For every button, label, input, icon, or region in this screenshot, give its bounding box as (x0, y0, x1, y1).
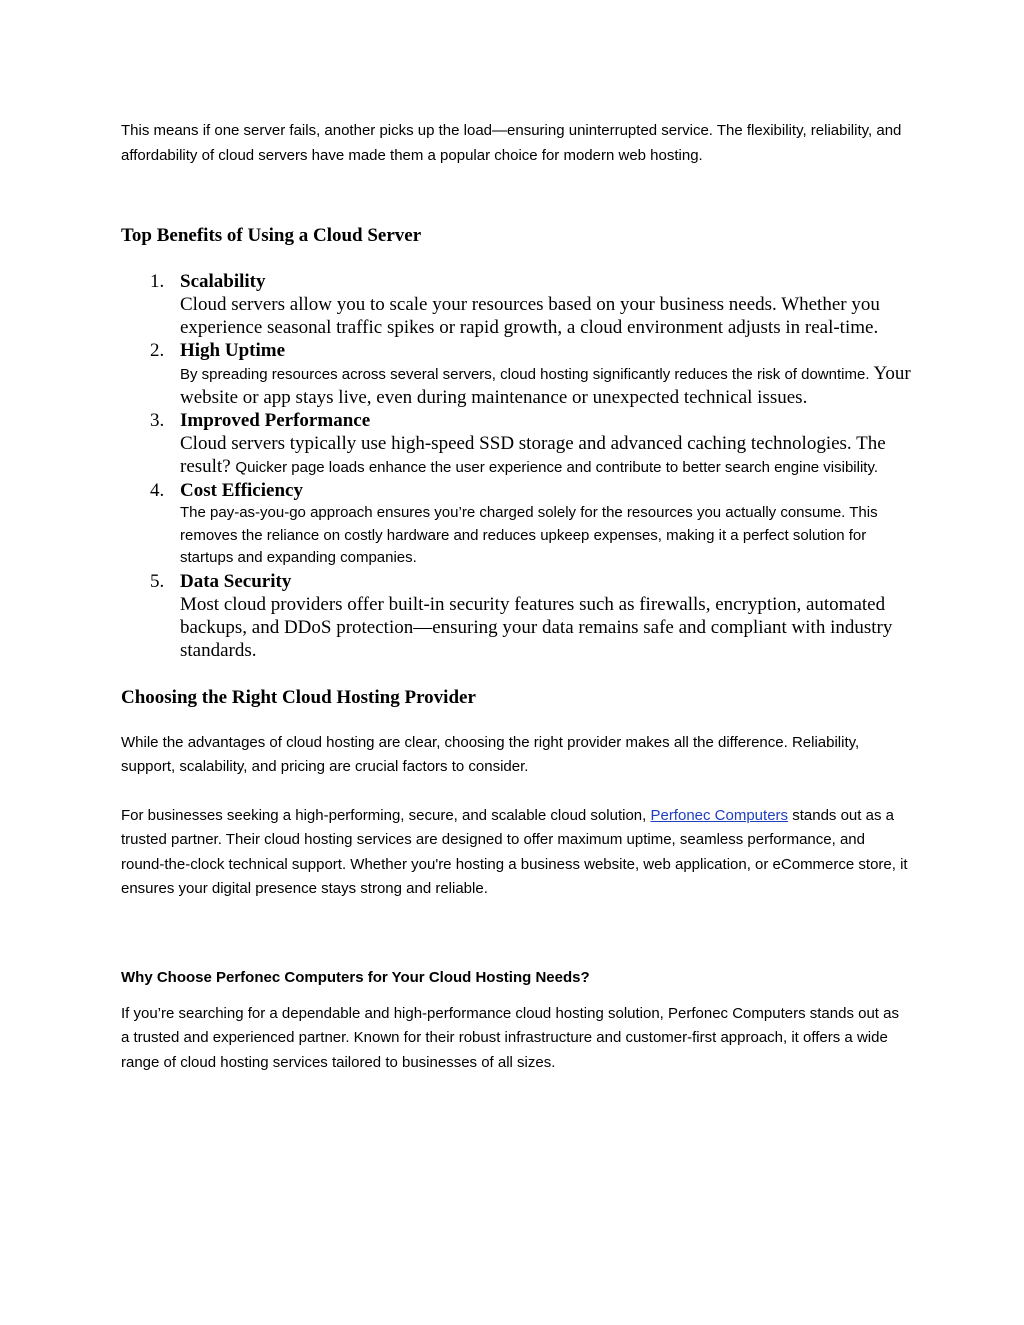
benefit-body (180, 432, 911, 479)
benefit-title: Cost Efficiency (180, 480, 303, 501)
benefit-title: Data Security (180, 570, 292, 592)
benefit-body: Cloud servers allow you to scale your resources based on your business needs. Whether you experience seasonal traffic spikes or rapid growth, a cloud environment adjusts in real-time. (180, 294, 880, 338)
benefit-title: High Uptime (180, 340, 286, 361)
benefit-item-scalability (121, 270, 911, 339)
benefit-number: 5. (150, 570, 165, 592)
benefit-item-cost-efficiency (121, 479, 911, 570)
benefit-body: Most cloud providers offer built-in security features such as firewalls, encryption, automated backups, and DDoS protection—ensuring your data remains safe and compliant with industry standards. (180, 593, 893, 661)
choosing-heading: Choosing the Right Cloud Hosting Provider (121, 686, 476, 708)
benefits-heading: Top Benefits of Using a Cloud Server (121, 225, 422, 246)
benefit-body-serif: Cloud servers typically use high-speed SSD storage and advanced caching technologies. The result? (180, 433, 886, 477)
benefits-list (121, 270, 911, 662)
business-paragraph (121, 804, 911, 902)
benefit-number: 2. (150, 340, 165, 361)
benefit-number: 4. (150, 480, 165, 501)
business-text-after: stands out as a trusted partner. Their cloud hosting services are designed to offer maximum uptime, seamless performance, and round-the-clock technical support. Whether you're hosting a business website, web application, or eCommerce store, it ensures your digital presence stays strong and reliable. (121, 806, 908, 897)
benefit-body-serif: Your website or app stays live, even during maintenance or unexpected technical issues. (180, 363, 911, 408)
intro-paragraph: This means if one server fails, another picks up the load—ensuring uninterrupted service. The flexibility, reliability, and affordability of cloud servers have made them a popular choice for modern web hosting. (121, 122, 902, 164)
document-page (121, 119, 911, 1075)
benefit-body: The pay-as-you-go approach ensures you’re charged solely for the resources you actually consume. This removes the reliance on costly hardware and reduces upkeep expenses, making it a perfect solution for startups and expanding companies. (180, 504, 878, 566)
benefit-item-improved-performance (121, 409, 911, 479)
benefit-title: Improved Performance (180, 410, 371, 431)
benefit-number: 3. (150, 410, 165, 431)
benefit-body-sans: Quicker page loads enhance the user experience and contribute to better search engine visibility. (235, 459, 879, 476)
choosing-paragraph: While the advantages of cloud hosting are clear, choosing the right provider makes all the difference. Reliability, support, scalability, and pricing are crucial factors to consider. (121, 733, 860, 775)
why-paragraph: If you’re searching for a dependable and high-performance cloud hosting solution, Perfonec Computers stands out as a trusted and experienced partner. Known for their robust infrastructure and customer-first approach, it offers a wide range of cloud hosting services tailored to businesses of all sizes. (121, 1004, 899, 1071)
benefit-item-data-security (121, 570, 911, 662)
benefit-title: Scalability (180, 271, 266, 292)
benefit-number: 1. (150, 271, 165, 292)
perfonec-computers-link[interactable]: Perfonec Computers (650, 806, 789, 824)
benefit-item-high-uptime (121, 339, 911, 409)
benefit-body (180, 362, 911, 409)
business-text-before: For businesses seeking a high-performing, secure, and scalable cloud solution, (121, 806, 651, 824)
benefit-body-sans: By spreading resources across several servers, cloud hosting significantly reduces the risk of downtime. (180, 366, 870, 383)
why-heading: Why Choose Perfonec Computers for Your Cloud Hosting Needs? (121, 968, 590, 986)
